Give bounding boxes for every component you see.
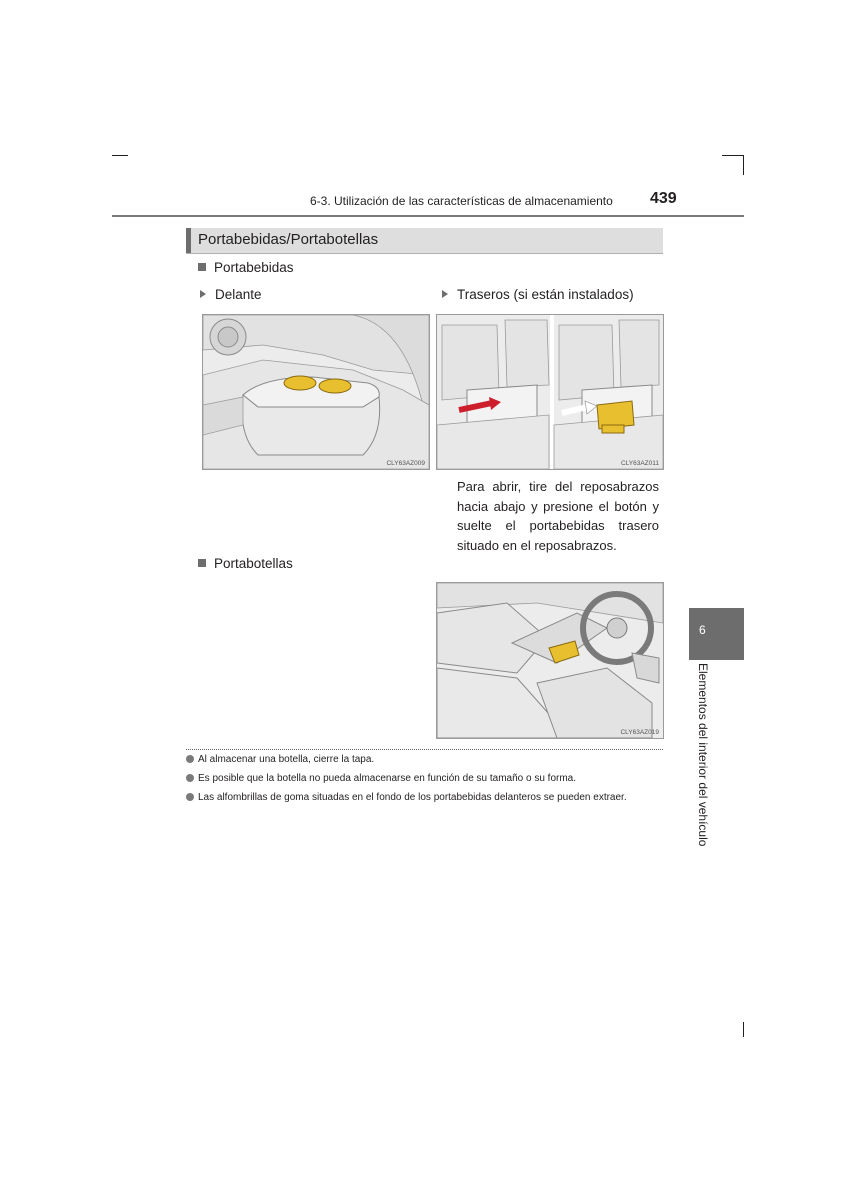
front-label bbox=[200, 287, 262, 302]
note-item bbox=[198, 753, 663, 767]
note-text: Al almacenar una botella, cierre la tapa. bbox=[198, 754, 375, 765]
rear-cupholder-illustration bbox=[437, 315, 663, 469]
section-title-bar bbox=[186, 228, 663, 254]
note-text: Es posible que la botella no pueda almacenarse en función de su tamaño o su forma. bbox=[198, 773, 577, 784]
rear-figure-code: CLY63AZ011 bbox=[620, 460, 659, 467]
portabotellas-heading bbox=[198, 556, 293, 571]
square-bullet-icon bbox=[198, 263, 206, 271]
section-title: Portabebidas/Portabotellas bbox=[198, 231, 379, 248]
title-accent bbox=[186, 228, 191, 253]
triangle-bullet-icon bbox=[442, 290, 448, 298]
crop-mark-top-right-h bbox=[722, 155, 744, 156]
front-cupholder-illustration bbox=[203, 315, 429, 469]
square-bullet-icon bbox=[198, 559, 206, 567]
portabebidas-heading-text: Portabebidas bbox=[214, 260, 294, 275]
bullet-dot-icon bbox=[186, 774, 194, 782]
bullet-dot-icon bbox=[186, 755, 194, 763]
rear-label bbox=[442, 287, 634, 302]
bottle-holder-figure bbox=[436, 582, 664, 739]
note-text: Las alfombrillas de goma situadas en el fondo de los portabebidas delanteros se pueden extraer. bbox=[198, 792, 627, 803]
header-rule bbox=[112, 215, 744, 217]
page-number: 439 bbox=[650, 190, 677, 207]
bottle-holder-figure-code: CLY63AZ019 bbox=[620, 729, 659, 736]
chapter-tab bbox=[689, 608, 744, 660]
bottle-holder-illustration bbox=[437, 583, 663, 738]
running-header-section: 6-3. Utilización de las características de almacenamiento bbox=[310, 194, 613, 208]
crop-mark-top-left bbox=[112, 155, 128, 156]
chapter-name: Elementos del interior del vehículo bbox=[696, 663, 710, 847]
bullet-dot-icon bbox=[186, 793, 194, 801]
front-cupholder-figure bbox=[202, 314, 430, 470]
rear-cupholder-description: Para abrir, tire del reposabrazos hacia abajo y presione el botón y suelte el portabebidas trasero situado en el reposabrazos. bbox=[457, 479, 659, 553]
note-item bbox=[198, 791, 663, 805]
crop-mark-bottom-right bbox=[743, 1022, 744, 1037]
crop-mark-top-right-v bbox=[743, 155, 744, 175]
rear-cupholder-figure bbox=[436, 314, 664, 470]
chapter-side-label bbox=[688, 663, 718, 856]
chapter-number: 6 bbox=[699, 623, 706, 637]
portabebidas-heading bbox=[198, 260, 294, 275]
rear-label-text: Traseros (si están instalados) bbox=[457, 287, 634, 302]
front-figure-code: CLY63AZ009 bbox=[386, 460, 425, 467]
triangle-bullet-icon bbox=[200, 290, 206, 298]
notes-divider bbox=[186, 749, 663, 750]
front-label-text: Delante bbox=[215, 287, 262, 302]
note-item bbox=[198, 772, 663, 786]
portabotellas-heading-text: Portabotellas bbox=[214, 556, 293, 571]
